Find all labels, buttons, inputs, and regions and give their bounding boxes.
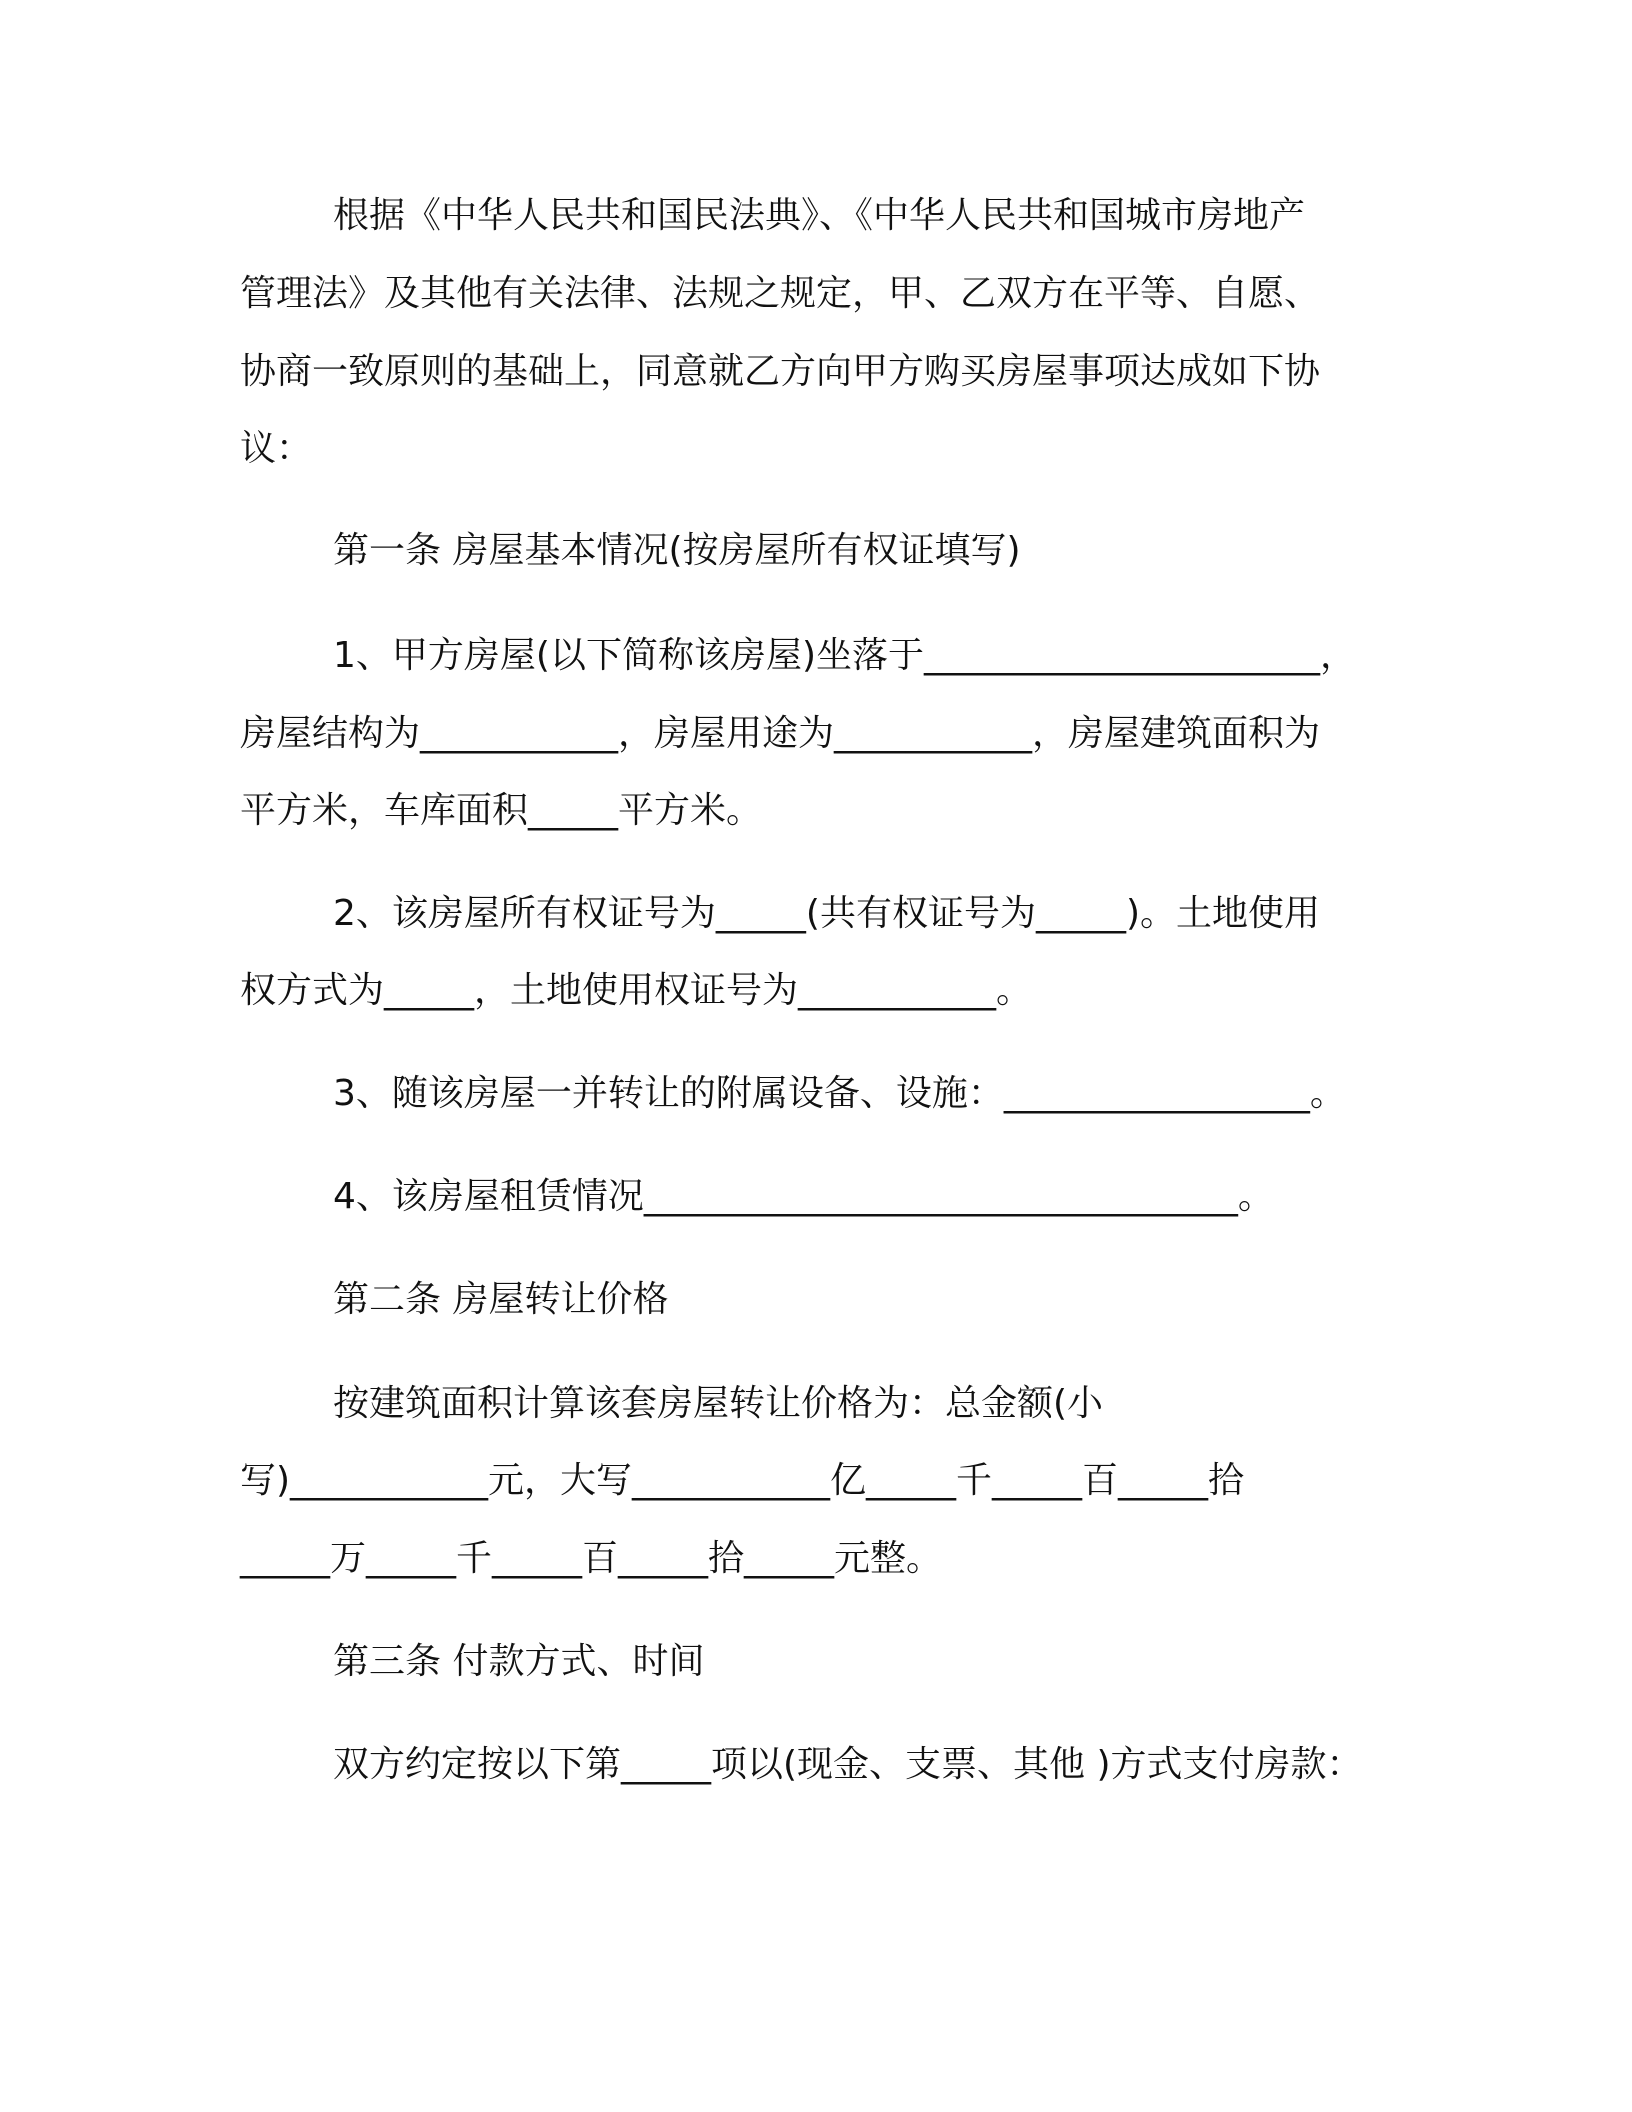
payment-line: 双方约定按以下第_____项以(现金、支票、其他 )方式支付房款：	[333, 1744, 1363, 1785]
clause-1-line-2: 房屋结构为___________，房屋用途为___________，房屋建筑面积为	[240, 713, 1321, 754]
clause-1-line-1: 1、甲方房屋(以下简称该房屋)坐落于______________________，	[333, 635, 1356, 676]
clause-4-line: 4、该房屋租赁情况_________________________________。	[333, 1176, 1274, 1217]
clause-3-line: 3、随该房屋一并转让的附属设备、设施：_________________。	[333, 1073, 1346, 1114]
clause-2-line-2: 权方式为_____，土地使用权证号为___________。	[240, 970, 1033, 1011]
preamble-line-1: 根据《中华人民共和国民法典》、《中华人民共和国城市房地产	[333, 195, 1306, 236]
clause-1-line-3: 平方米，车库面积_____平方米。	[240, 790, 763, 831]
article-1-heading: 第一条 房屋基本情况(按房屋所有权证填写)	[333, 530, 1021, 571]
price-line-3: _____万_____千_____百_____拾_____元整。	[240, 1538, 943, 1579]
preamble-line-3: 协商一致原则的基础上，同意就乙方向甲方购买房屋事项达成如下协	[240, 351, 1321, 392]
clause-2-line-1: 2、该房屋所有权证号为_____(共有权证号为_____)。土地使用	[333, 893, 1320, 934]
price-line-2: 写)___________元，大写___________亿_____千_____百_____拾	[240, 1460, 1245, 1501]
article-3-heading: 第三条 付款方式、时间	[333, 1641, 705, 1682]
preamble-line-2: 管理法》及其他有关法律、法规之规定，甲、乙双方在平等、自愿、	[240, 273, 1321, 314]
price-line-1: 按建筑面积计算该套房屋转让价格为：总金额(小	[333, 1383, 1104, 1424]
article-2-heading: 第二条 房屋转让价格	[333, 1279, 669, 1320]
preamble-line-4: 议：	[240, 428, 313, 469]
